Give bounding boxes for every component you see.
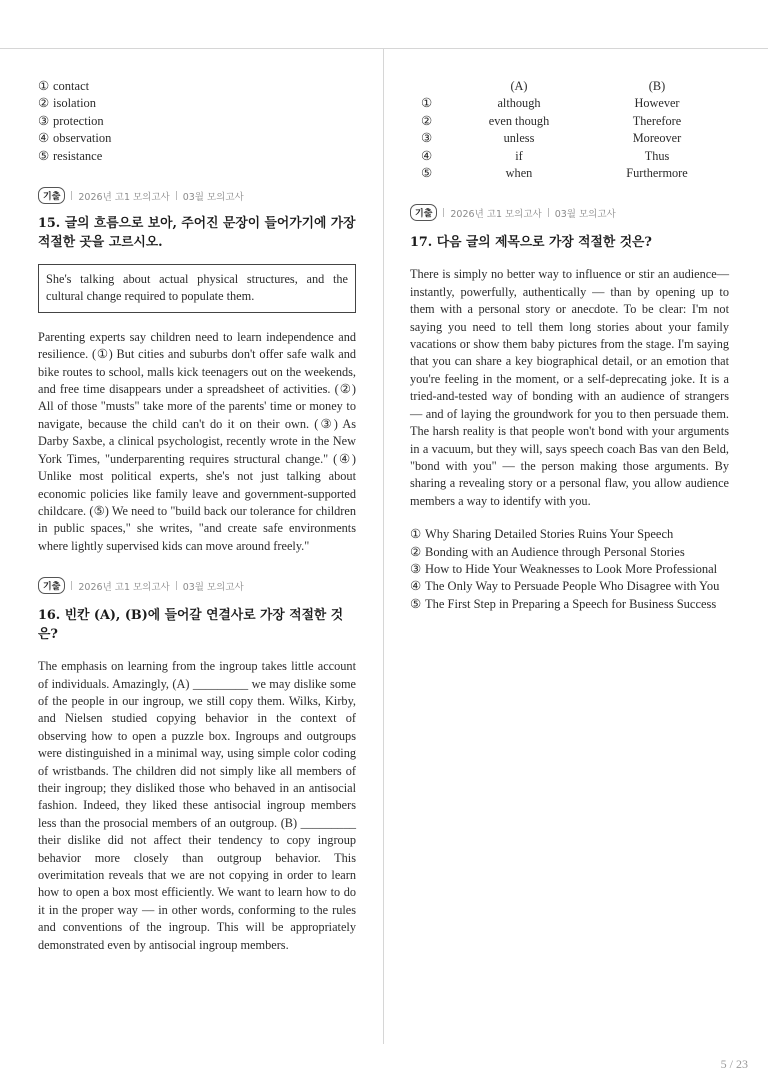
source-year: 2026년 고1 모의고사	[450, 208, 542, 220]
choice-row: ② even though Therefore	[421, 113, 682, 128]
choice-row: ④ if Thus	[421, 148, 670, 163]
q15-passage: Parenting experts say children need to learn independence and resilience. (①) But cities and suburbs don't offer safe walk and bike routes to school, malls kick teenagers out on the weekends, and free time disappears under a spreadsheet of activities. (②) All of those "musts" take more of the parents' time or money to navigate, because the child can't do it on their own. (③) As Darby Saxbe, a clinical psychologist, recently wrote in the New York Times, "underparenting requires structural change." (④) Unlike most political experts, she's not just talking about economic policies like family leave and government-supported childcare. (⑤) We need to "build back our tolerance for children in public spaces," she writes, "and create safe environments where lightly supervised kids can move around freely."	[38, 329, 356, 553]
choice-row: ③ unless Moreover	[421, 131, 682, 146]
source-badge: 기출	[410, 204, 437, 221]
choice-row: ① although However	[421, 96, 680, 111]
q17-title: 17. 다음 글의 제목으로 가장 적절한 것은?	[410, 235, 652, 251]
source-badge: 기출	[38, 187, 65, 204]
choice-header-row	[421, 78, 727, 95]
option-1: ① contact	[38, 79, 90, 93]
header-rule	[0, 48, 768, 49]
source-exam: 03월 모의고사	[182, 581, 244, 593]
source-year: 2026년 고1 모의고사	[78, 581, 170, 593]
option-5: ⑤ The First Step in Preparing a Speech for Business Success	[410, 596, 717, 611]
option-3: ③ How to Hide Your Weaknesses to Look More Professional	[410, 561, 718, 576]
separator	[176, 191, 177, 200]
q16-source	[38, 577, 356, 594]
source-exam: 03월 모의고사	[182, 191, 244, 203]
q15-title: 15. 글의 흐름으로 보아, 주어진 문장이 들어가기에 가장 적절한 곳을 고르시오.	[38, 216, 356, 251]
q14-options	[38, 78, 356, 165]
separator	[71, 581, 72, 590]
option-1: ① Why Sharing Detailed Stories Ruins Your Speech	[410, 527, 674, 542]
q16-choice-table	[421, 78, 727, 182]
column-divider	[383, 49, 384, 1044]
option-2: ② Bonding with an Audience through Personal Stories	[410, 544, 685, 559]
q15-source	[38, 187, 356, 204]
option-4: ④ observation	[38, 131, 112, 146]
separator	[548, 208, 549, 217]
option-5: ⑤ resistance	[38, 148, 103, 163]
q16-title: 16. 빈칸 (A), (B)에 들어갈 연결사로 가장 적절한 것은?	[38, 608, 344, 643]
source-exam: 03월 모의고사	[554, 208, 616, 220]
q16-passage: The emphasis on learning from the ingroup takes little account of individuals. Amazingly, (A) _________ we may dislike some of the people in our ingroup, we still copy them. Wilks, Kirby, and Nielsen studied copying behavior in the context of observing how to open a puzzle box. Ingroups and outgroups were distinguished in a minimal way, using simple color coding of wristbands. The children did not simply like all members of their ingroup; they disliked those who behaved in an antisocial fashion. Indeed, they liked these antisocial ingroup members less than the prosocial members of an outgroup. (B) _________ their dislike did not affect their tendency to copy ingroup behavior more closely than outgroup behavior. This overimitation reveals that we are not copying in order to learn how to open a box most efficiently. We want to learn how to do it in the proper way — in other words, conforming to the rules and conventions of the ingroup. This will be appropriately demonstrated even by antisocial ingroup members.	[38, 659, 356, 952]
option-4: ④ The Only Way to Persuade People Who Disagree with You	[410, 579, 720, 594]
separator	[71, 191, 72, 200]
header-b: (B)	[648, 79, 666, 93]
right-column	[410, 78, 729, 613]
separator	[443, 208, 444, 217]
separator	[176, 581, 177, 590]
choice-row: ⑤ when Furthermore	[421, 166, 688, 181]
q15-given-sentence: She's talking about actual physical structures, and the cultural change required to populate them.	[38, 264, 356, 313]
q17-source	[410, 204, 729, 221]
source-year: 2026년 고1 모의고사	[78, 191, 170, 203]
left-column	[38, 78, 356, 954]
page-number: 5 / 23	[720, 1057, 748, 1071]
source-badge: 기출	[38, 577, 65, 594]
q17-passage: There is simply no better way to influence or stir an audience— instantly, powerfully, authentically — than by opening up to them with a personal story or anecdote. To be clear: I'm not saying you need to tell them long stories about your family vacations or show them baby pictures from the stage. I'm saying that you can share a key biographical detail, or an emotion that you're feeling in the moment, or a self-deprecating joke. It is a tried-and-tested way of bonding with an audience of strangers — and of laying the groundwork for you to then persuade them. The harsh reality is that people won't bond with your arguments in a vacuum, but they will, says speech coach Bas van den Beld, "bond with you" — the person making those arguments. By sharing a revealing story or a personal flaw, you allow audience members a way to identify with you.	[410, 267, 729, 508]
q17-options	[410, 526, 729, 613]
header-a: (A)	[510, 79, 528, 93]
option-2: ② isolation	[38, 96, 97, 111]
option-3: ③ protection	[38, 113, 104, 128]
